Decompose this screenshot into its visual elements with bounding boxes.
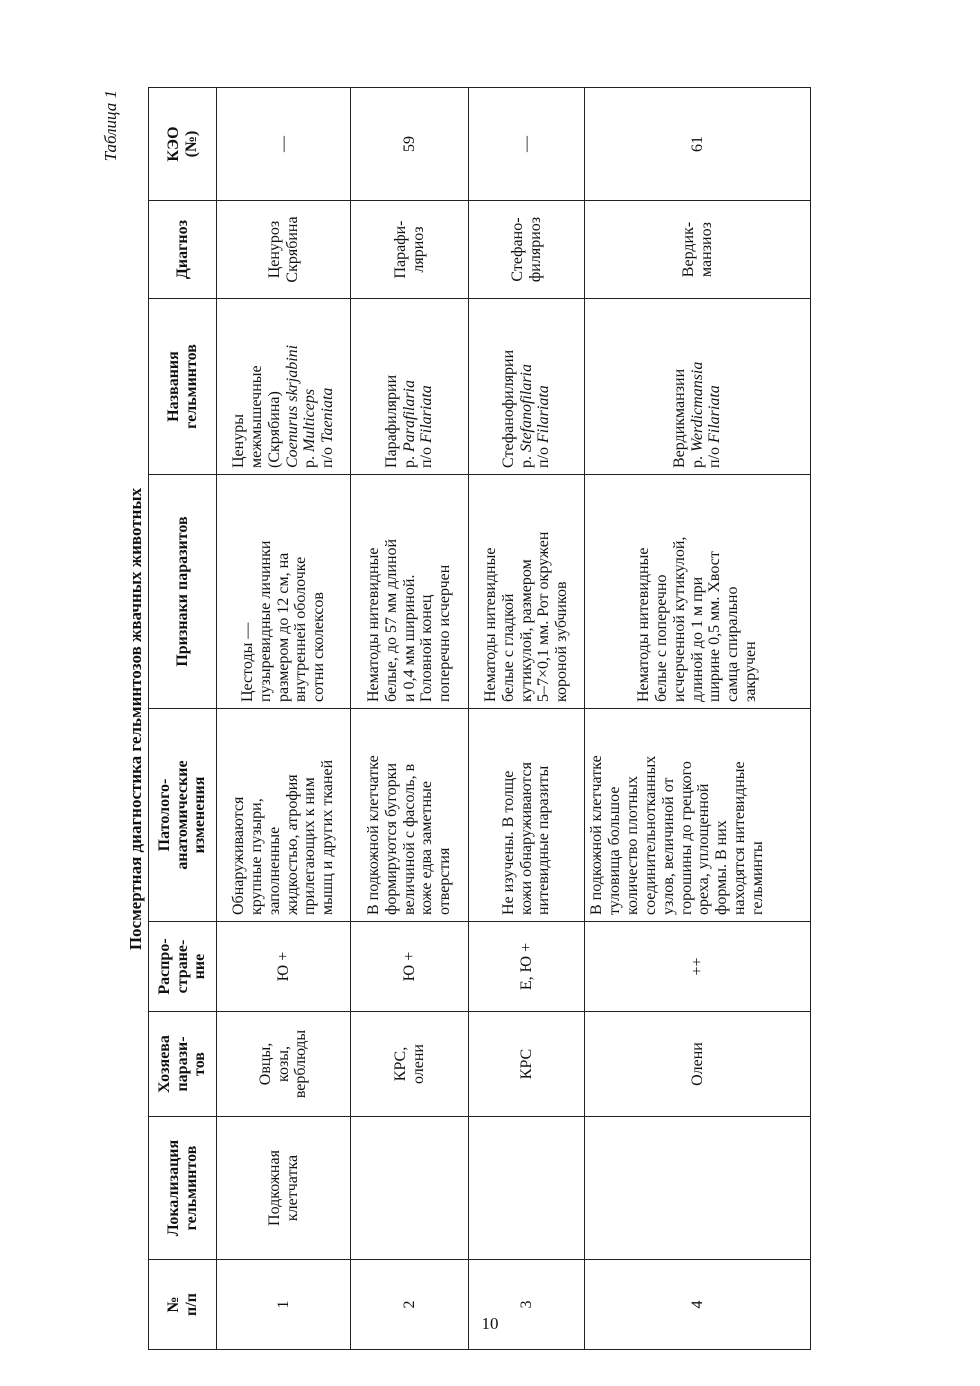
row-diagnosis: Ценуроз Скрябина <box>217 201 351 299</box>
latin-name: Coenurus skrjabini <box>283 344 301 468</box>
genus-prefix: р. <box>400 456 418 468</box>
order-line <box>535 305 553 468</box>
header-names: Названия гельминтов <box>149 299 217 475</box>
order-prefix: п/о <box>535 446 553 468</box>
row-spread: Ю + <box>351 922 469 1012</box>
genus-prefix: р. <box>301 456 319 468</box>
row-diagnosis: Стефано- филяриоз <box>469 201 585 299</box>
row-changes: В подкожной клетчатке формируются бугорки величиной с фасоль, в коже едва заметные отверстия <box>351 709 469 922</box>
header-localization: Локализация гельминтов <box>149 1117 217 1260</box>
row-keo: 59 <box>351 88 469 201</box>
row-num: 2 <box>351 1260 469 1350</box>
order-prefix: п/о <box>418 446 436 468</box>
row-localization: Подкожная клетчатка <box>217 1117 351 1260</box>
row-helminth-name <box>469 299 585 475</box>
table-caption: Посмертная диагностика гельминтозов жвачных животных <box>126 487 145 951</box>
row-localization <box>469 1117 585 1260</box>
row-spread: Е, Ю + <box>469 922 585 1012</box>
helminth-diagnostics-table <box>148 87 811 1350</box>
order-name: Filariata <box>418 385 436 443</box>
row-hosts: Овцы, козы, верблюды <box>217 1012 351 1117</box>
name-line: Ценуры <box>229 414 247 468</box>
name-line: (Скрябина) <box>265 391 283 468</box>
name-line: Вердикманзии <box>670 368 688 468</box>
row-spread: Ю + <box>217 922 351 1012</box>
genus-name: Multiceps <box>301 388 319 452</box>
order-prefix: п/о <box>706 446 724 468</box>
row-spread: ++ <box>585 922 811 1012</box>
row-localization <box>351 1117 469 1260</box>
row-signs: Нематоды нитевидные белые с поперечно исчерченной кутикулой, длиной до 1 м при ширине 0,5 мм. Хвост самца спирально закручен <box>585 475 811 709</box>
header-changes: Патолого- анатомические изменения <box>149 709 217 922</box>
row-diagnosis: Вердик- манзиоз <box>585 201 811 299</box>
name-line: межмышечные <box>247 365 265 468</box>
header-diagnosis: Диагноз <box>149 201 217 299</box>
row-signs: Нематоды нитевидные белые с гладкой кутикулой, размером 5–7×0,1 мм. Рот окружен короной зубчиков <box>469 475 585 709</box>
genus-name: Stefanofilaria <box>517 364 535 452</box>
row-keo: — <box>217 88 351 201</box>
order-line <box>319 305 337 468</box>
order-line <box>418 305 436 468</box>
row-keo: — <box>469 88 585 201</box>
page-number: 10 <box>481 1314 499 1333</box>
header-spread: Распро- стране- ние <box>149 922 217 1012</box>
row-num: 1 <box>217 1260 351 1350</box>
row-hosts: КРС <box>469 1012 585 1117</box>
header-num: № п/п <box>149 1260 217 1350</box>
row-changes: В подкожной клетчатке туловища большое количество плотных соединительнотканных узлов, величиной от горошины до грецкого ореха, уплощенной формы. В них находятся нитевидные гельминты <box>585 709 811 922</box>
table-row <box>217 88 351 1350</box>
genus-name: Parafilaria <box>400 379 418 452</box>
order-prefix: п/о <box>319 446 337 468</box>
row-changes: Не изучены. В толще кожи обнаруживаются нитевидные паразиты <box>469 709 585 922</box>
genus-line <box>518 305 536 468</box>
row-keo: 61 <box>585 88 811 201</box>
order-name: Taeniata <box>319 387 337 443</box>
header-signs: Признаки паразитов <box>149 475 217 709</box>
row-signs: Нематоды нитевидные белые, до 57 мм длиной и 0,4 мм шириной. Головной конец поперечно исчерчен <box>351 475 469 709</box>
row-hosts: Олени <box>585 1012 811 1117</box>
row-diagnosis: Парафи- ляриоз <box>351 201 469 299</box>
table-row <box>351 88 469 1350</box>
genus-prefix: р. <box>688 456 706 468</box>
name-line: Стефанофилярии <box>499 349 517 468</box>
row-changes: Обнаруживаются крупные пузыри, заполненные жидкостью, атрофия прилегающих к ним мышц и других тканей <box>217 709 351 922</box>
row-helminth-name <box>351 299 469 475</box>
header-keo: КЭО (№) <box>149 88 217 201</box>
row-helminth-name <box>217 299 351 475</box>
row-localization <box>585 1117 811 1260</box>
header-hosts: Хозяева парази- тов <box>149 1012 217 1117</box>
row-hosts: КРС, олени <box>351 1012 469 1117</box>
row-num: 4 <box>585 1260 811 1350</box>
row-signs: Цестоды — пузыревидные личинки размером до 12 см, на внутренней оболочке сотни сколексов <box>217 475 351 709</box>
genus-line <box>301 305 319 468</box>
table-row <box>469 88 585 1350</box>
order-line <box>706 305 724 468</box>
genus-line <box>401 305 419 468</box>
name-line: Парафилярии <box>382 374 400 468</box>
row-num: 3 <box>469 1260 585 1350</box>
genus-name: Werdicmansia <box>688 361 706 452</box>
genus-prefix: р. <box>517 456 535 468</box>
row-helminth-name <box>585 299 811 475</box>
header-row <box>149 88 217 1350</box>
table-row <box>585 88 811 1350</box>
genus-line <box>689 305 707 468</box>
order-name: Filariata <box>535 385 553 443</box>
order-name: Filariata <box>706 385 724 443</box>
table-label: Таблица 1 <box>101 90 120 162</box>
rotated-page-content <box>100 88 812 1350</box>
